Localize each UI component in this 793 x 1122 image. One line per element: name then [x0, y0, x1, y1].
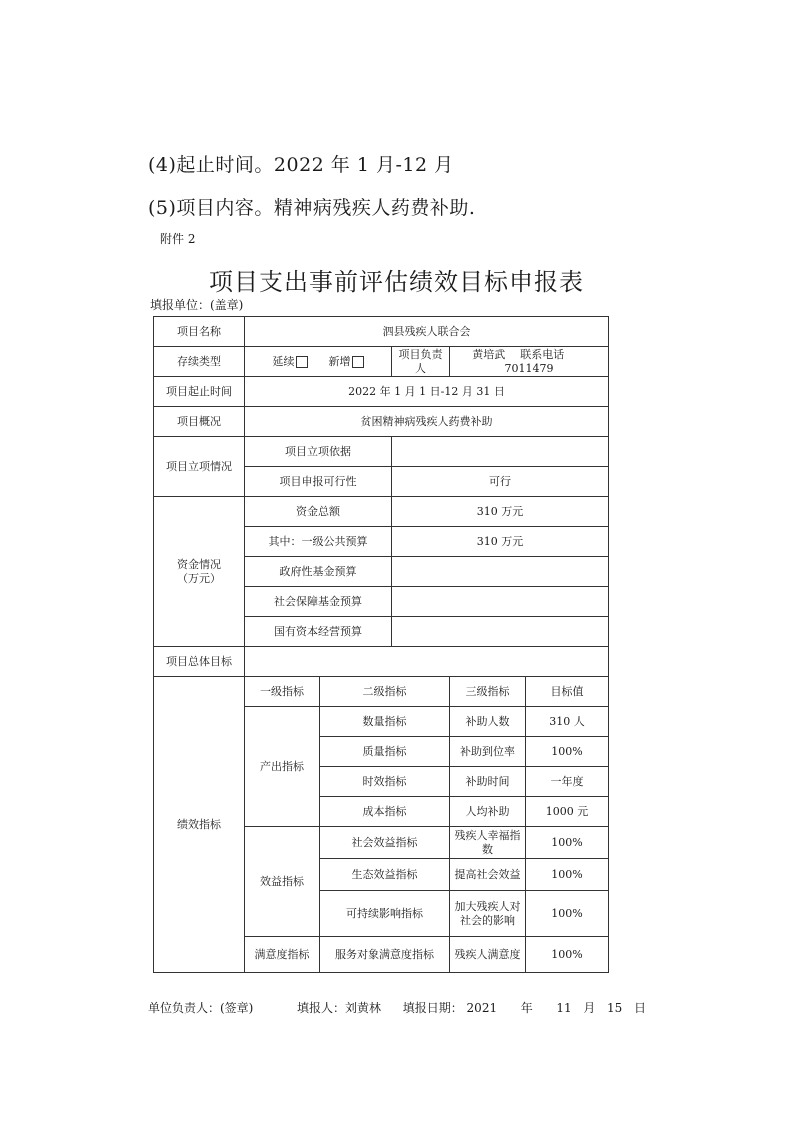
- intro-line-content: (5)项目内容。精神病残疾人药费补助.: [148, 197, 476, 219]
- benefit-l2: 生态效益指标: [320, 859, 450, 891]
- footer-year: 2021: [466, 1001, 498, 1015]
- footer-leader: 单位负责人：(签章): [148, 1001, 254, 1015]
- footer-day-unit: 日: [633, 1001, 646, 1015]
- header-target: 目标值: [526, 677, 609, 707]
- output-l2: 数量指标: [320, 707, 450, 737]
- perf-label: 绩效指标: [154, 677, 245, 973]
- overview-label: 项目概况: [154, 407, 245, 437]
- header-level3: 三级指标: [450, 677, 526, 707]
- benefit-value: 100%: [526, 859, 609, 891]
- output-value: 一年度: [526, 767, 609, 797]
- benefit-value: 100%: [526, 827, 609, 859]
- fund-social-value: [392, 587, 609, 617]
- satisfaction-label: 满意度指标: [245, 937, 320, 973]
- type-label: 存续类型: [154, 347, 245, 377]
- benefit-l2: 社会效益指标: [320, 827, 450, 859]
- basis-value: [392, 437, 609, 467]
- output-value: 310 人: [526, 707, 609, 737]
- output-l2: 时效指标: [320, 767, 450, 797]
- basis-label: 项目立项依据: [245, 437, 392, 467]
- output-l3: 补助到位率: [450, 737, 526, 767]
- fund-social-label: 社会保障基金预算: [245, 587, 392, 617]
- fund-public-value: 310 万元: [392, 527, 609, 557]
- type-options: [245, 347, 392, 377]
- funds-label: 资金情况 （万元）: [154, 497, 245, 647]
- footer-day: 15: [607, 1001, 623, 1015]
- output-l3: 补助时间: [450, 767, 526, 797]
- footer: [148, 999, 646, 1016]
- footer-date-label: 填报日期：: [402, 1001, 463, 1015]
- benefit-value: 100%: [526, 891, 609, 937]
- project-name-value: 泗县残疾人联合会: [245, 317, 609, 347]
- benefit-l3: 残疾人幸福指数: [450, 827, 526, 859]
- period-value: 2022 年 1 月 1 日-12 月 31 日: [245, 377, 609, 407]
- benefit-l2: 可持续影响指标: [320, 891, 450, 937]
- application-table: [153, 316, 609, 973]
- footer-month-unit: 月: [583, 1001, 596, 1015]
- satisfaction-l2: 服务对象满意度指标: [320, 937, 450, 973]
- fund-total-label: 资金总额: [245, 497, 392, 527]
- fund-total-value: 310 万元: [392, 497, 609, 527]
- benefit-l3: 加大残疾人对社会的影响: [450, 891, 526, 937]
- page-title: 项目支出事前评估绩效目标申报表: [209, 268, 584, 296]
- fund-state-value: [392, 617, 609, 647]
- project-name-label: 项目名称: [154, 317, 245, 347]
- fund-gov-value: [392, 557, 609, 587]
- satisfaction-l3: 残疾人满意度: [450, 937, 526, 973]
- footer-filler: 填报人：刘黄林: [297, 1001, 382, 1015]
- feasibility-value: 可行: [392, 467, 609, 497]
- benefit-label: 效益指标: [245, 827, 320, 937]
- intro-line-period: (4)起止时间。2022 年 1 月-12 月: [148, 154, 454, 176]
- overall-goal-value: [245, 647, 609, 677]
- footer-month: 11: [556, 1001, 572, 1015]
- output-l2: 成本指标: [320, 797, 450, 827]
- leader-name: 黄培武: [472, 347, 506, 361]
- setup-label: 项目立项情况: [154, 437, 245, 497]
- footer-year-unit: 年: [520, 1001, 533, 1015]
- benefit-l3: 提高社会效益: [450, 859, 526, 891]
- output-value: 1000 元: [526, 797, 609, 827]
- type-continue-checkbox[interactable]: [296, 356, 308, 368]
- output-value: 100%: [526, 737, 609, 767]
- feasibility-label: 项目申报可行性: [245, 467, 392, 497]
- header-level2: 二级指标: [320, 677, 450, 707]
- type-new-label: 新增: [328, 354, 351, 368]
- satisfaction-value: 100%: [526, 937, 609, 973]
- header-level1: 一级指标: [245, 677, 320, 707]
- leader-label: 项目负责人: [392, 347, 450, 377]
- output-label: 产出指标: [245, 707, 320, 827]
- attachment-label: 附件 2: [160, 232, 196, 246]
- phone-label: 联系电话: [520, 347, 565, 361]
- unit-label: 填报单位：(盖章): [150, 298, 244, 312]
- output-l2: 质量指标: [320, 737, 450, 767]
- overview-value: 贫困精神病残疾人药费补助: [245, 407, 609, 437]
- fund-public-label: 其中：一级公共预算: [245, 527, 392, 557]
- overall-goal-label: 项目总体目标: [154, 647, 245, 677]
- period-label: 项目起止时间: [154, 377, 245, 407]
- type-continue-label: 延续: [272, 354, 295, 368]
- phone-value: 7011479: [504, 361, 554, 375]
- output-l3: 人均补助: [450, 797, 526, 827]
- fund-state-label: 国有资本经营预算: [245, 617, 392, 647]
- leader-contact: [450, 347, 609, 377]
- output-l3: 补助人数: [450, 707, 526, 737]
- fund-gov-label: 政府性基金预算: [245, 557, 392, 587]
- type-new-checkbox[interactable]: [352, 356, 364, 368]
